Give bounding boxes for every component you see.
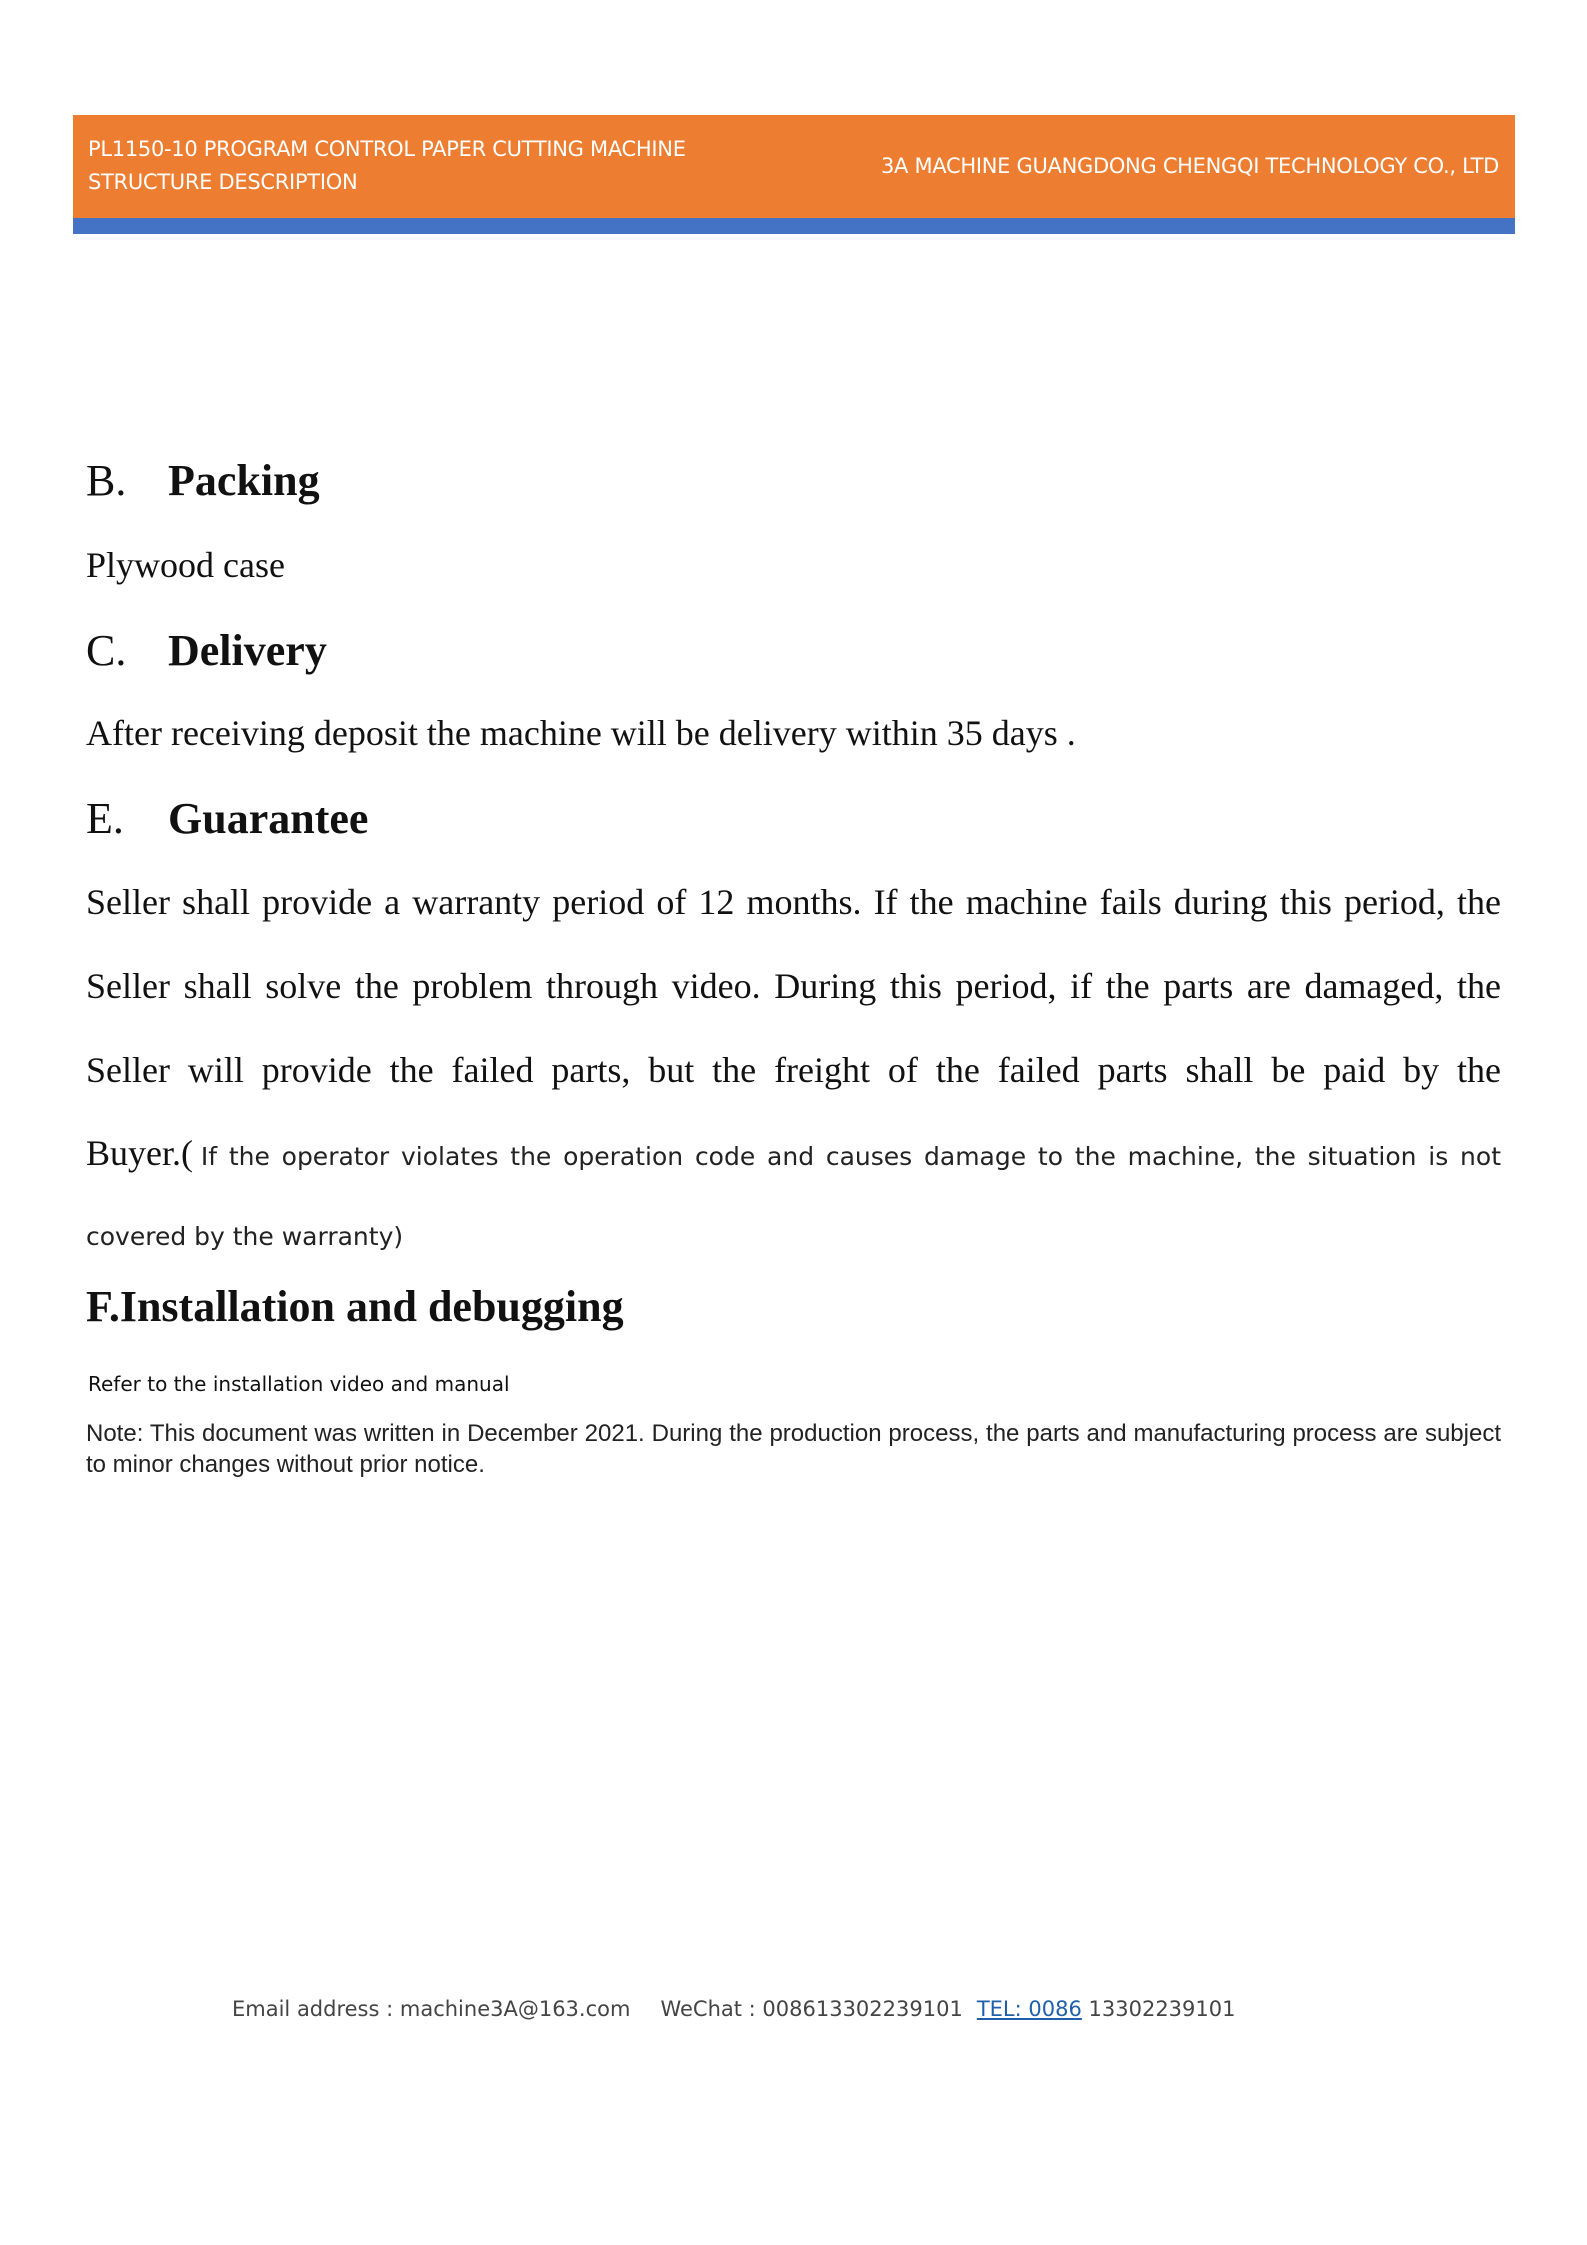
guarantee-line-2: Seller shall solve the problem through video. During this period, if the parts are damaged, the: [86, 966, 1501, 1006]
packing-heading: [86, 455, 320, 507]
delivery-heading: [86, 625, 327, 677]
guarantee-letter: E.: [86, 794, 124, 843]
guarantee-heading: [86, 793, 368, 845]
guarantee-title: Guarantee: [168, 794, 369, 843]
header-stripe: [73, 218, 1515, 234]
guarantee-line-1: Seller shall provide a warranty period of 12 months. If the machine fails during this period, the: [86, 882, 1501, 922]
delivery-title: Delivery: [168, 626, 327, 675]
footer-tel-link[interactable]: TEL: 0086: [976, 1997, 1082, 2021]
packing-text: Plywood case: [86, 545, 285, 585]
guarantee-line-5: covered by the warranty): [86, 1222, 404, 1251]
guarantee-line-3: Seller will provide the failed parts, but the freight of the failed parts shall be paid by the: [86, 1050, 1501, 1090]
packing-title: Packing: [168, 456, 320, 505]
company-name: 3A MACHINE GUANGDONG CHENGQI TECHNOLOGY CO., LTD: [880, 154, 1499, 178]
footer-wechat: WeChat : 008613302239101: [660, 1997, 963, 2021]
delivery-text: After receiving deposit the machine will be delivery within 35 days .: [86, 713, 1076, 753]
document-title-line1: PL1150-10 PROGRAM CONTROL PAPER CUTTING MACHINE: [88, 137, 686, 161]
guarantee-buyer: Buyer.(: [86, 1133, 193, 1173]
document-title-line2: STRUCTURE DESCRIPTION: [88, 170, 358, 194]
guarantee-line-4: [86, 1131, 1501, 1183]
packing-letter: B.: [86, 456, 127, 505]
installation-text: Refer to the installation video and manual: [88, 1372, 510, 1396]
footer-tel-number: 13302239101: [1088, 1997, 1236, 2021]
document-title: [88, 133, 788, 199]
document-note: Note: This document was written in December 2021. During the production process, the parts and manufacturing process are subject to minor changes without prior notice.: [86, 1420, 1501, 1478]
installation-heading: F.Installation and debugging: [86, 1282, 624, 1331]
footer-email: Email address : machine3A@163.com: [232, 1997, 631, 2021]
footer-contact: [232, 1994, 1236, 2024]
guarantee-exclusion: If the operator violates the operation code and causes damage to the machine, the situation is not: [200, 1142, 1501, 1171]
delivery-letter: C.: [86, 626, 127, 675]
